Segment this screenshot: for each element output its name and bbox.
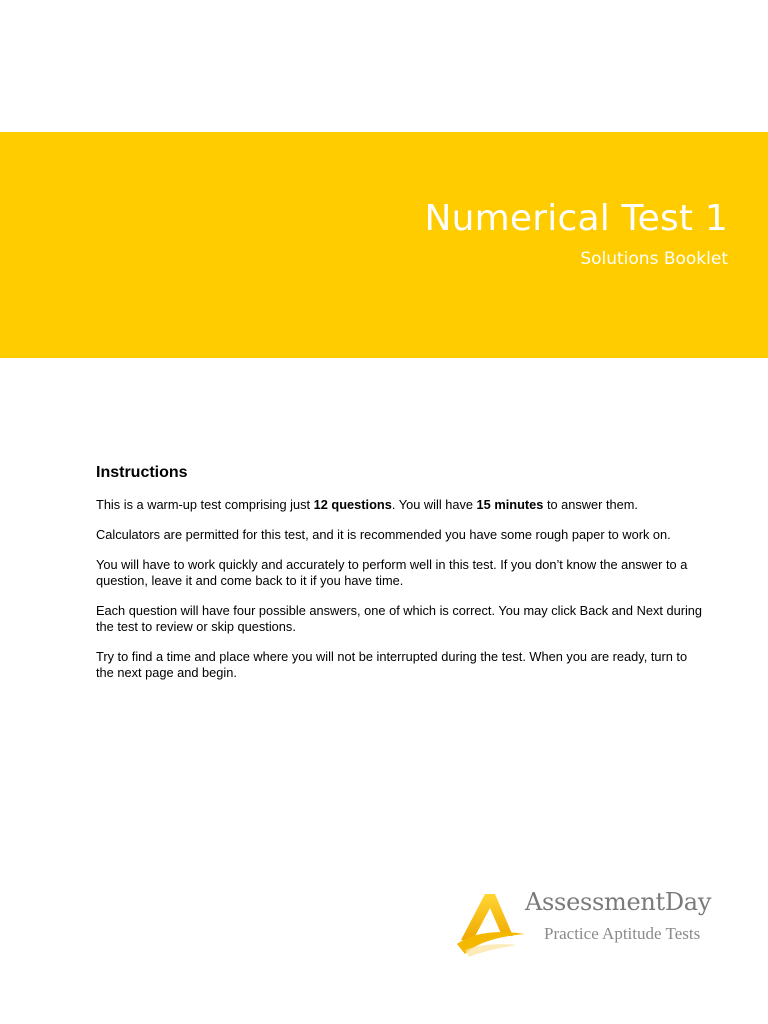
document-title: Numerical Test 1 bbox=[424, 198, 728, 239]
instructions-paragraph-4: Each question will have four possible answers, one of which is correct. You may click Back and Next during the test to review or skip questions. bbox=[96, 603, 703, 634]
title-banner bbox=[0, 132, 768, 358]
instructions-paragraph-5: Try to find a time and place where you will not be interrupted during the test. When you are ready, turn to the next page and begin. bbox=[96, 649, 688, 680]
instructions-heading: Instructions bbox=[96, 464, 188, 481]
time-limit: 15 minutes bbox=[476, 497, 544, 512]
document-subtitle: Solutions Booklet bbox=[580, 249, 728, 269]
instructions-paragraph-3: You will have to work quickly and accurately to perform well in this test. If you don’t know the answer to a question, leave it and come back to it if you have time. bbox=[96, 557, 688, 588]
logo-name: AssessmentDay bbox=[525, 888, 712, 916]
p1-text-2: . You will have bbox=[391, 497, 477, 512]
instructions-paragraph-2: Calculators are permitted for this test, and it is recommended you have some rough paper to work on. bbox=[96, 527, 671, 542]
logo-tagline: Practice Aptitude Tests bbox=[544, 924, 701, 943]
p1-text-1: This is a warm-up test comprising just bbox=[96, 497, 314, 512]
p1-text-3: to answer them. bbox=[543, 497, 638, 512]
question-count: 12 questions bbox=[313, 497, 392, 512]
assessmentday-a-logo-icon bbox=[455, 888, 527, 958]
instructions-paragraph-1 bbox=[96, 497, 706, 513]
instructions-section bbox=[96, 464, 706, 695]
assessmentday-logo bbox=[455, 888, 745, 958]
